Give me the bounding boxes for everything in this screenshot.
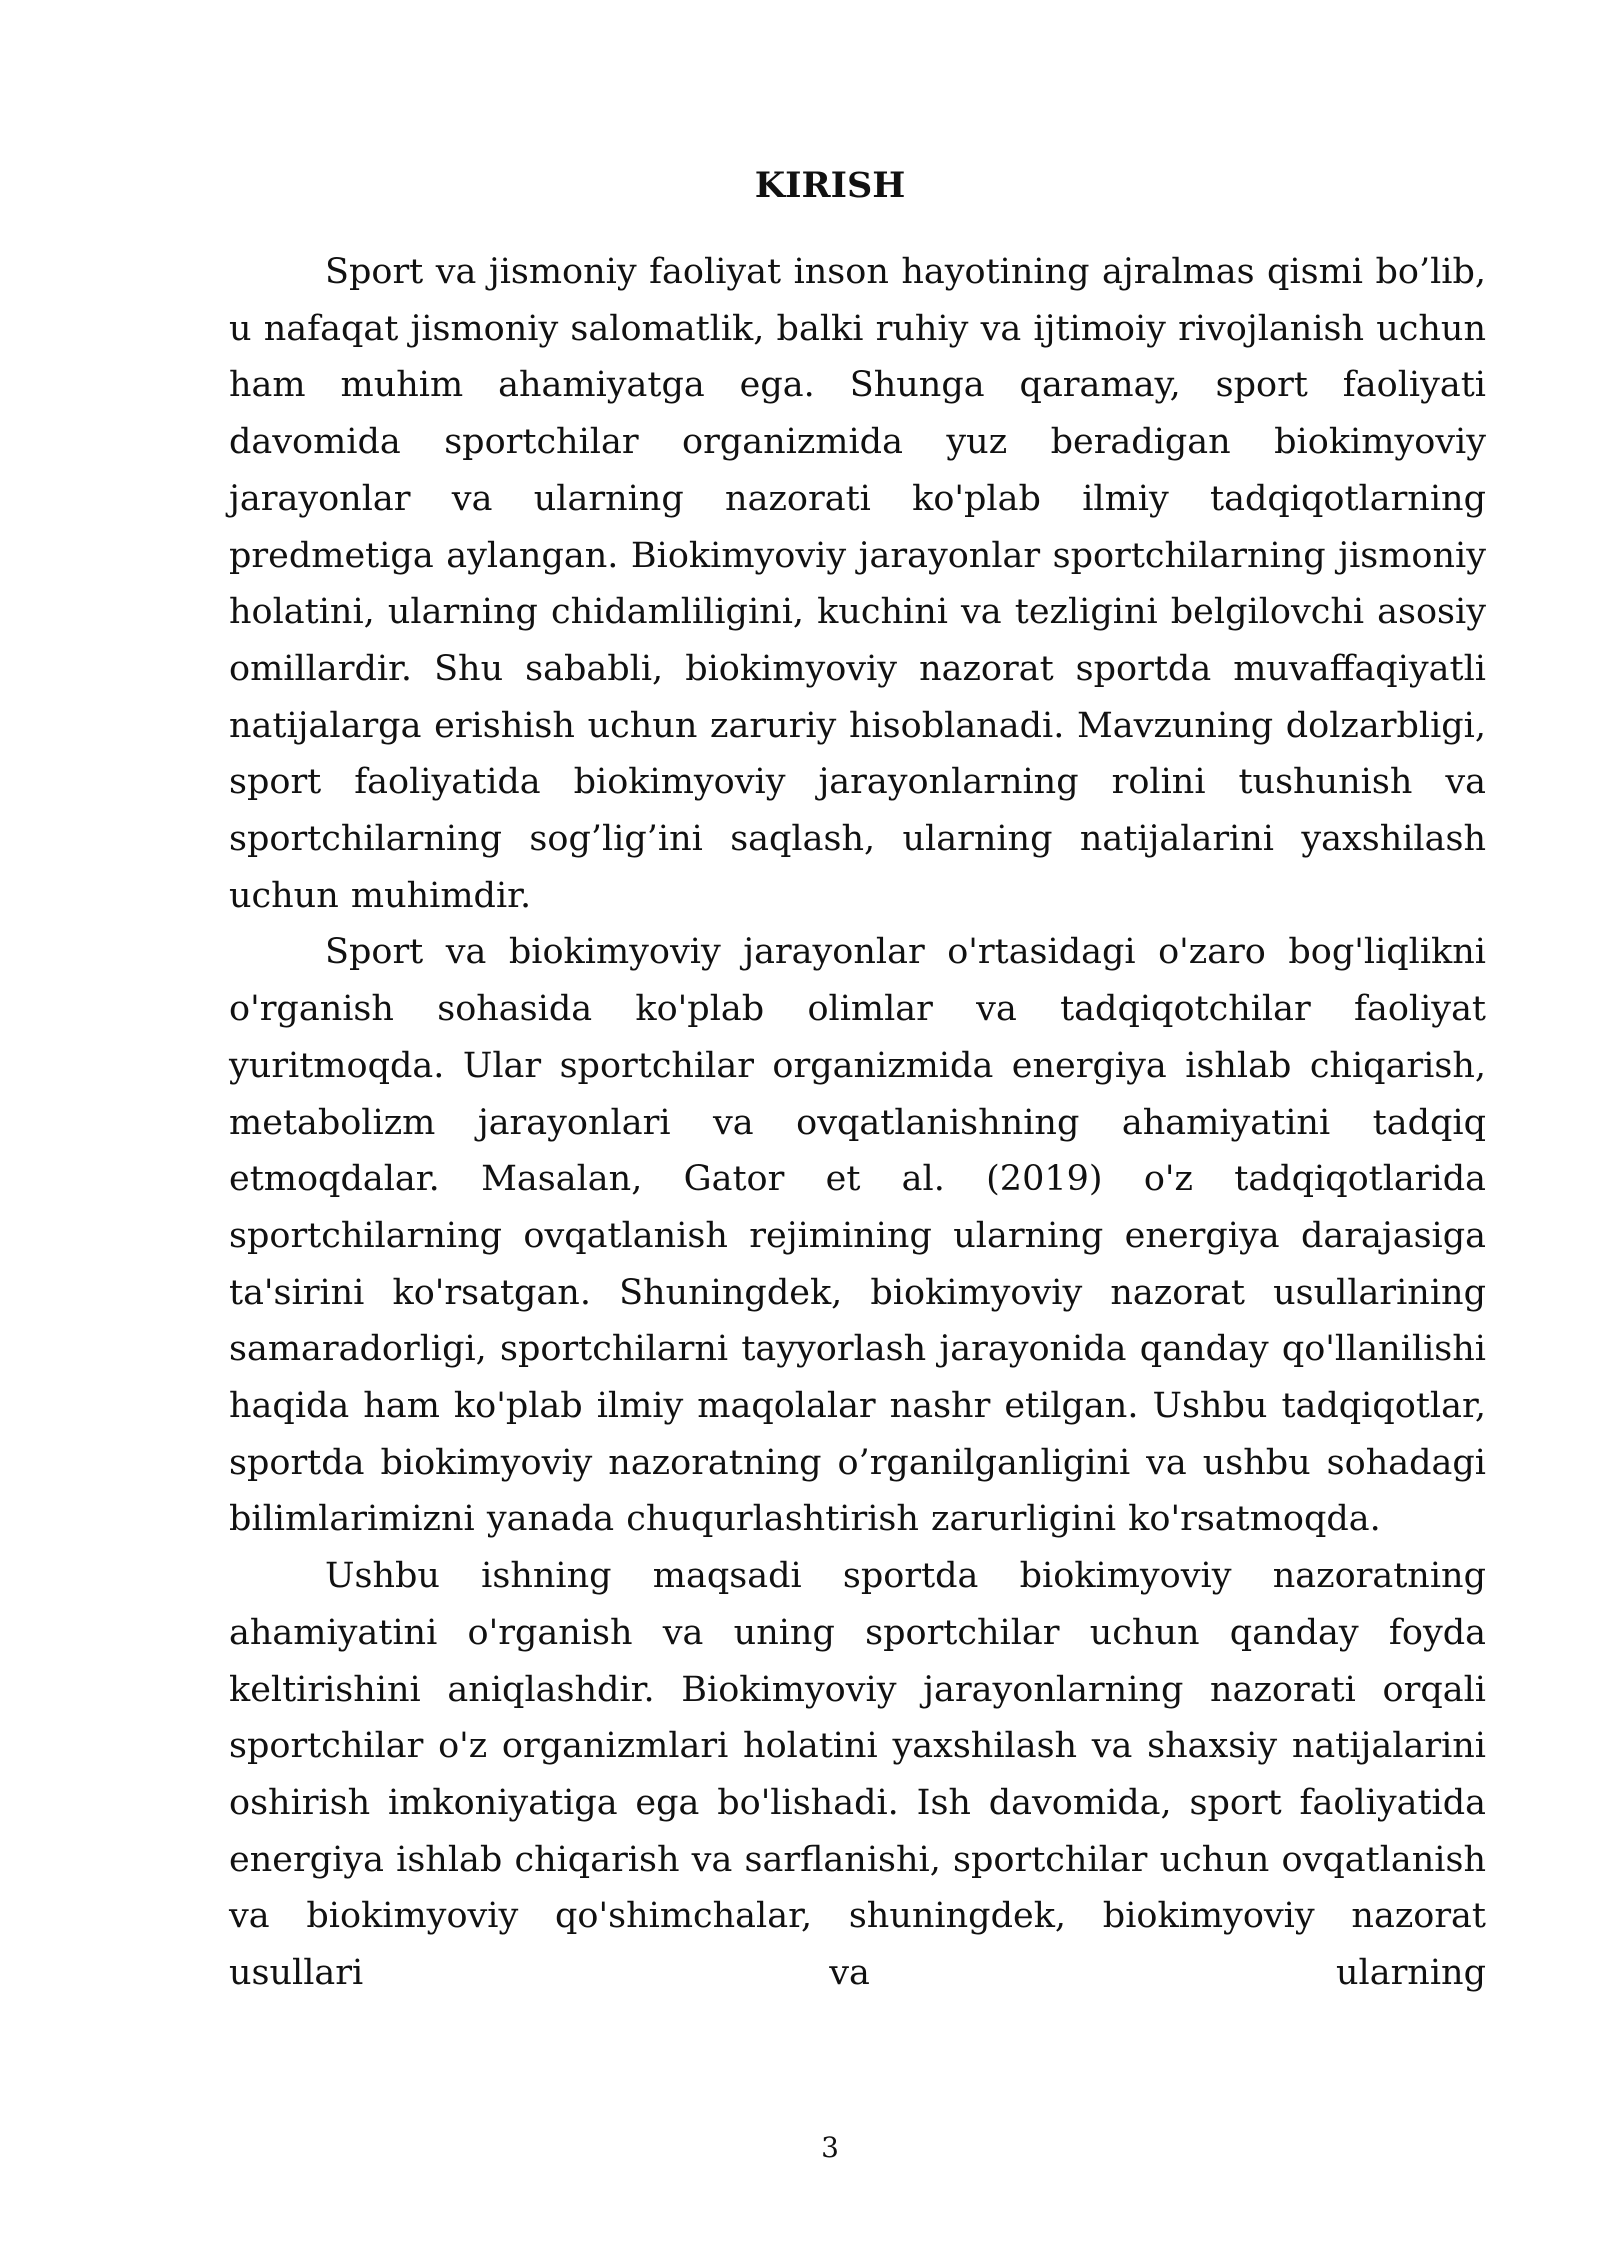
page-title: KIRISH [754, 165, 906, 206]
paragraph-3: Ushbu ishning maqsadi sportda biokimyoviy nazoratning ahamiyatini o'rganish va uning sportchilar uchun qanday foyda keltirishini aniqlashdir. Biokimyoviy jarayonlarning nazorati orqali sportchilar o'z organizmlari holatini yaxshilash va shaxsiy natijalarini oshirish imkoniyatiga ega bo'lishadi. Ish davomida, sport faoliyatida energiya ishlab chiqarish va sarflanishi, sportchilar uchun ovqatlanish va biokimyoviy qo'shimchalar, shuningdek, biokimyoviy nazorat usullari va ularning [229, 1556, 1486, 1994]
paragraph-2: Sport va biokimyoviy jarayonlar o'rtasidagi o'zaro bog'liqlikni o'rganish sohasida ko'plab olimlar va tadqiqotchilar faoliyat yuritmoqda. Ular sportchilar organizmida energiya ishlab chiqarish, metabolizm jarayonlari va ovqatlanishning ahamiyatini tadqiq etmoqdalar. Masalan, Gator et al. (2019) o'z tadqiqotlarida sportchilarning ovqatlanish rejimining ularning energiya darajasiga ta'sirini ko'rsatgan. Shuningdek, biokimyoviy nazorat usullarining samaradorligi, sportchilarni tayyorlash jarayonida qanday qo'llanilishi haqida ham ko'plab ilmiy maqolalar nashr etilgan. Ushbu tadqiqotlar, sportda biokimyoviy nazoratning o’rganilganligini va ushbu sohadagi bilimlarimizni yanada chuqurlashtirish zarurligini ko'rsatmoqda. [229, 932, 1486, 1540]
page-number: 3 [821, 2131, 839, 2164]
paragraph-1: Sport va jismoniy faoliyat inson hayotining ajralmas qismi bo’lib, u nafaqat jismoniy salomatlik, balki ruhiy va ijtimoiy rivojlanish uchun ham muhim ahamiyatga ega. Shunga qaramay, sport faoliyati davomida sportchilar organizmida yuz beradigan biokimyoviy jarayonlar va ularning nazorati ko'plab ilmiy tadqiqotlarning predmetiga aylangan. Biokimyoviy jarayonlar sportchilarning jismoniy holatini, ularning chidamliligini, kuchini va tezligini belgilovchi asosiy omillardir. Shu sababli, biokimyoviy nazorat sportda muvaffaqiyatli natijalarga erishish uchun zaruriy hisoblanadi. Mavzuning dolzarbligi, sport faoliyatida biokimyoviy jarayonlarning rolini tushunish va sportchilarning sog’lig’ini saqlash, ularning natijalarini yaxshilash uchun muhimdir. [229, 252, 1486, 916]
body-text [229, 244, 1486, 2002]
